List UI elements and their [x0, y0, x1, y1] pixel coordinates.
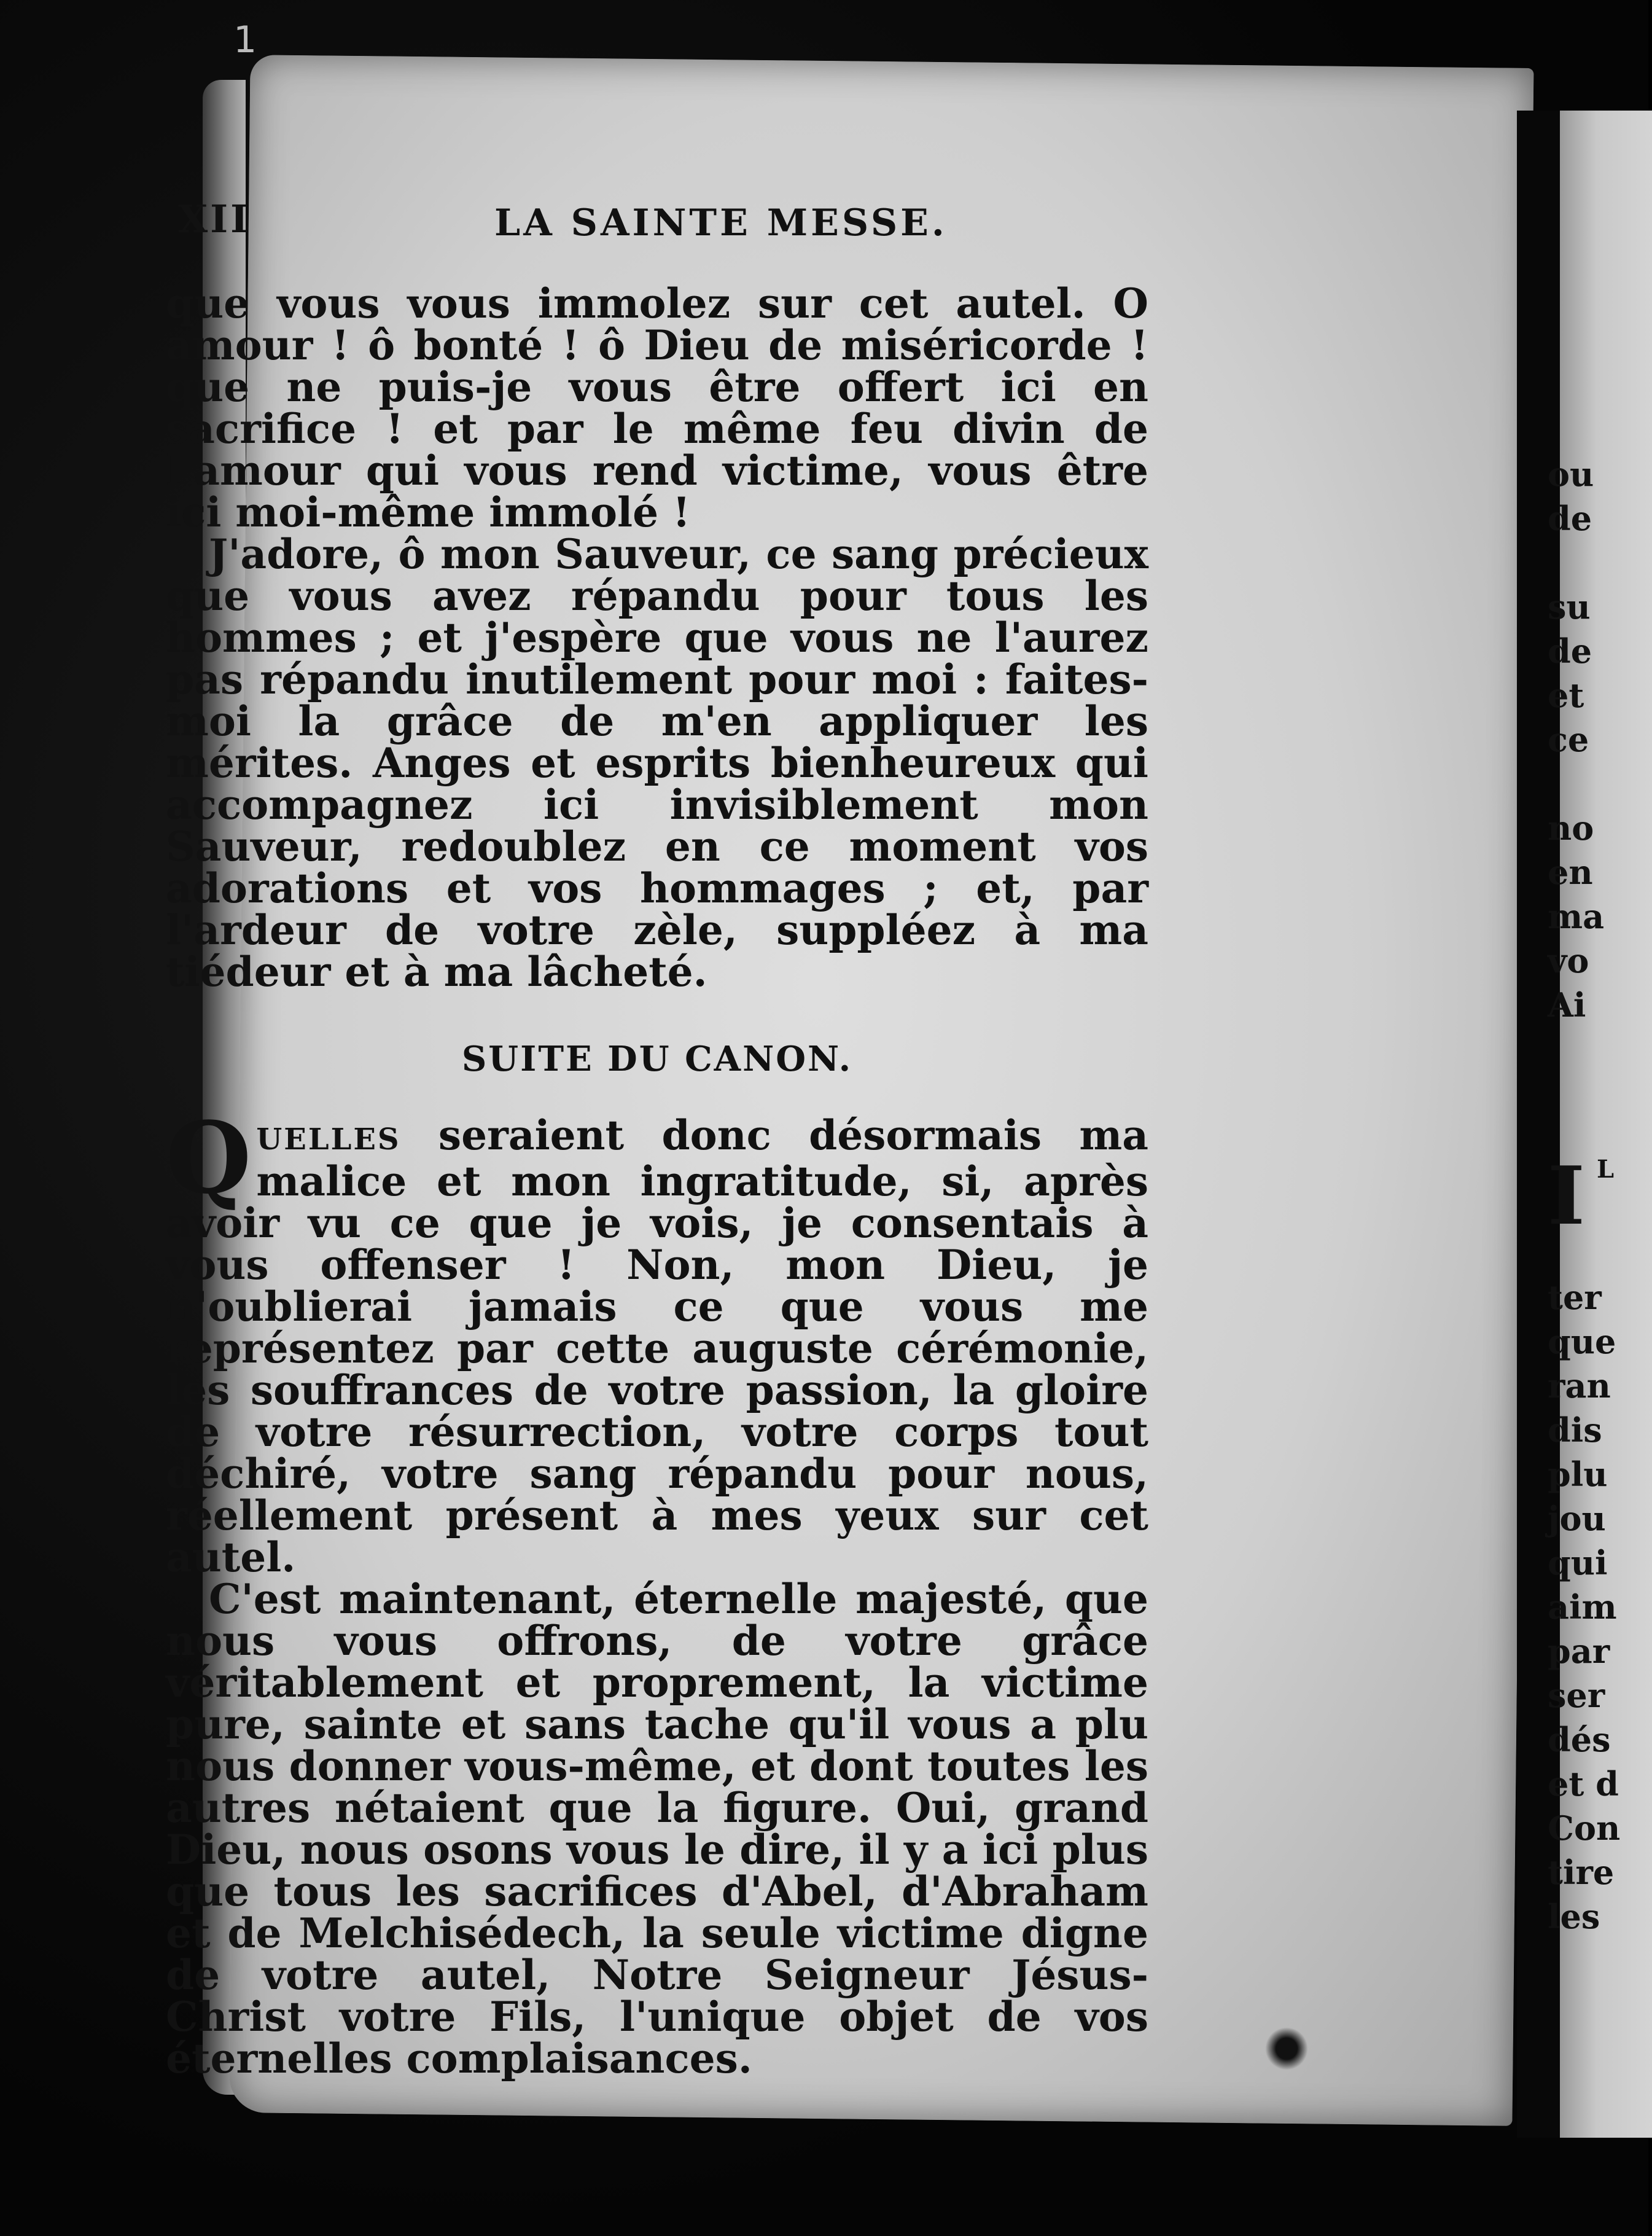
facing-page-line: que [1548, 1322, 1616, 1361]
facing-page-line: par [1548, 1632, 1610, 1671]
facing-page-line: dis [1548, 1410, 1602, 1450]
page-number: XII [178, 197, 251, 241]
section-heading: SUITE DU CANON. [461, 1039, 853, 1079]
ink-blot [1265, 2027, 1308, 2070]
facing-page-line: vo [1548, 941, 1589, 980]
running-title: LA SAINTE MESSE. [494, 201, 948, 244]
paragraph: C'est maintenant, éternelle majesté, que nous vous offrons, de votre grâce véritablement et proprement, la victime pure, sainte et sans tache qu'il vous a plu nous donner vous-même, et dont toutes les autres nétaient que la figure. Oui, grand Dieu, nous osons vous le dire, il y a ici plus que tous les sacrifices d'Abel, d'Abraham et de Melchisédech, la seule victime digne de votre autel, Notre Seigneur Jésus-Christ votre Fils, l'unique objet de vos éternelles complaisances. [166, 1575, 1148, 2082]
facing-page-line: Ai [1548, 985, 1586, 1025]
paragraph-text: seraient donc désormais ma malice et mon ingratitude, si, après avoir vu ce que je vois, je consentais à vous offenser ! Non, mon Dieu, je n'oublierai jamais ce que vous me représentez par cette auguste cérémonie, les souffrances de votre passion, la gloire de votre résurrection, votre corps tout déchiré, votre sang répandu pour nous, réellement présent à mes yeux sur cet autel. [166, 1111, 1148, 1581]
facing-page-line: les [1548, 1897, 1600, 1936]
page-header [178, 197, 1136, 252]
facing-page-line: Con [1548, 1808, 1621, 1848]
facing-page-line: no [1548, 808, 1594, 848]
facing-page-line: ran [1548, 1366, 1611, 1405]
text-block [166, 280, 1148, 2082]
smallcaps-word: UELLES [256, 1122, 401, 1157]
paragraph: J'adore, ô mon Sauveur, ce sang précieux que vous avez répandu pour tous les hommes ; et j'espère que vous ne l'aurez pas répandu inutilement pour moi : faites-moi la grâce de m'en appliquer les mérites. Anges et esprits bienheureux qui accompagnez ici invisiblement mon Sauveur, redoublez en ce moment vos adorations et vos hommages ; et, par l'ardeur de votre zèle, suppléez à ma tiédeur et à ma lâcheté. [166, 530, 1148, 996]
facing-page-line: dés [1548, 1720, 1611, 1759]
facing-page-smallcaps: L [1597, 1155, 1615, 1184]
facing-page-line: de [1548, 499, 1592, 538]
facing-page-line: ter [1548, 1278, 1602, 1317]
margin-note: 1 [233, 18, 257, 61]
facing-page-line: de [1548, 631, 1592, 671]
facing-page-line: plu [1548, 1455, 1608, 1494]
paragraph-continuation: que vous vous immolez sur cet autel. O amour ! ô bonté ! ô Dieu de miséricorde ! que ne puis-je vous être offert ici en sacrifice ! et par le même feu divin de l'amour qui vous rend victime, vous être ici moi-même immolé ! [166, 280, 1148, 536]
facing-page-line: qui [1548, 1543, 1608, 1582]
facing-page-line: ser [1548, 1676, 1605, 1715]
facing-page-line: aim [1548, 1587, 1617, 1627]
facing-page-line: tire [1548, 1853, 1615, 1892]
facing-page-line: ma [1548, 897, 1605, 936]
facing-page-line: su [1548, 587, 1591, 627]
facing-page-line: et [1548, 676, 1584, 715]
facing-page-line: jou [1548, 1499, 1606, 1538]
facing-page [1548, 111, 1652, 2138]
facing-page-line: ce [1548, 720, 1589, 759]
facing-page-line: ou [1548, 455, 1594, 494]
paragraph-dropcap [166, 1100, 1148, 1581]
facing-page-dropcap: I [1548, 1149, 1585, 1243]
drop-cap: Q [166, 1100, 252, 1216]
facing-page-line: en [1548, 853, 1593, 892]
facing-page-line: et d [1548, 1764, 1619, 1804]
